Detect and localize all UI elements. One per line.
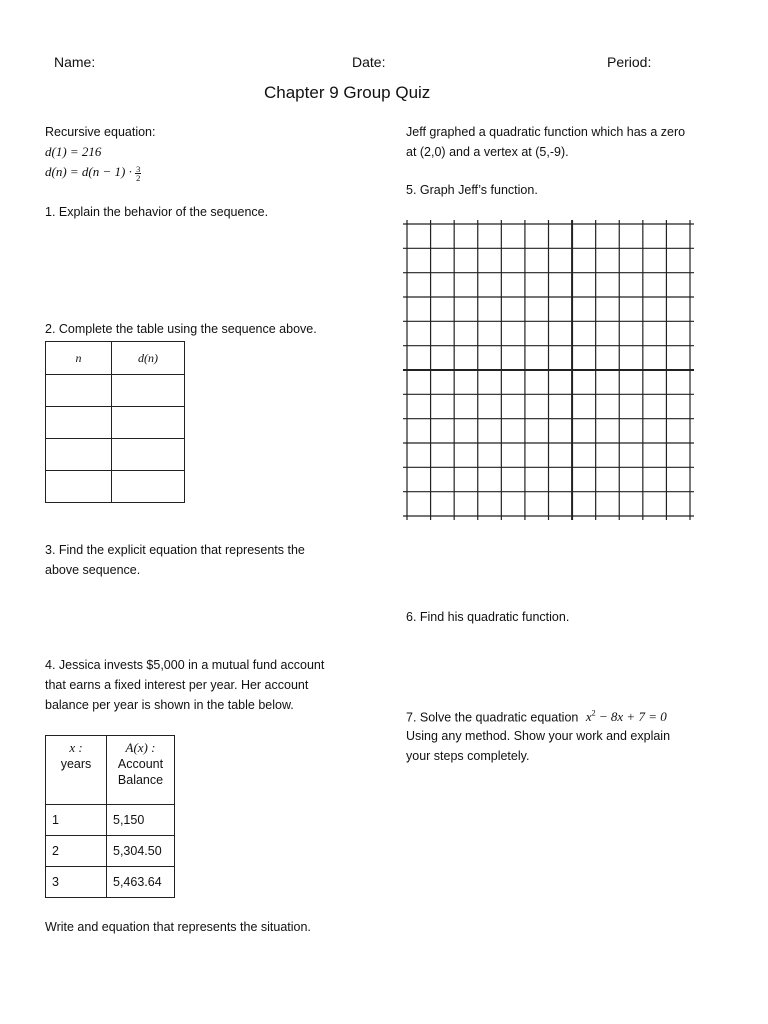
question-7-line1 [406,704,667,727]
table-header-dn: d(n) [112,342,185,375]
question-4-prompt: Write and equation that represents the situation. [45,920,311,934]
cell-balance: 5,304.50 [107,836,175,867]
table-row [46,407,185,439]
question-7-line3: your steps completely. [406,749,530,763]
jeff-line2: at (2,0) and a vertex at (5,-9). [406,145,569,159]
graph-grid[interactable] [400,218,700,524]
cell-n[interactable] [46,439,112,471]
fraction-denominator: 2 [136,172,141,183]
header-x: x : [69,740,83,755]
question-5: 5. Graph Jeff’s function. [406,183,538,197]
header-balance: Balance [117,773,164,787]
header-years: years [60,757,92,771]
cell-balance: 5,463.64 [107,867,175,898]
jeff-line1: Jeff graphed a quadratic function which has a zero [406,125,686,139]
eq-x: x [585,709,592,725]
eq-exponent: 2 [591,709,596,718]
cell-year: 2 [46,836,107,867]
cell-dn[interactable] [112,375,185,407]
account-balance-table [45,735,175,898]
table-header-balance [107,736,175,805]
cell-year: 1 [46,805,107,836]
cell-year: 3 [46,867,107,898]
question-4-line2: that earns a fixed interest per year. Her account [45,678,309,692]
cell-n[interactable] [46,471,112,503]
table-header-years [46,736,107,805]
sequence-table [45,341,185,503]
fraction-numerator: 3 [136,163,141,174]
header-account: Account [117,757,164,771]
name-label: Name: [54,54,96,70]
cell-n[interactable] [46,407,112,439]
recursive-eq1: d(1) = 216 [45,144,102,159]
table-row [46,471,185,503]
question-6: 6. Find his quadratic function. [406,610,570,624]
question-1: 1. Explain the behavior of the sequence. [45,205,269,219]
page-title: Chapter 9 Group Quiz [264,83,431,102]
recursive-label: Recursive equation: [45,125,156,139]
question-7-line2: Using any method. Show your work and explain [406,729,671,743]
cell-balance: 5,150 [107,805,175,836]
question-3-line2: above sequence. [45,563,141,577]
eq-rest: − 8x + 7 = 0 [595,709,667,725]
cell-n[interactable] [46,375,112,407]
cell-dn[interactable] [112,471,185,503]
table-row [46,439,185,471]
recursive-eq2 [45,164,141,182]
question-7-prefix: 7. Solve the quadratic equation [406,710,579,725]
question-4-line1: 4. Jessica invests $5,000 in a mutual fund account [45,658,325,672]
table-row [46,867,175,898]
date-label: Date: [352,54,386,70]
table-header-n: n [46,342,112,375]
table-row [46,836,175,867]
fraction-three-halves [135,165,141,182]
cell-dn[interactable] [112,439,185,471]
question-3-line1: 3. Find the explicit equation that represents the [45,543,305,557]
header-ax: A(x) : [125,740,156,755]
question-4-line3: balance per year is shown in the table below. [45,698,294,712]
table-row [46,805,175,836]
period-label: Period: [607,54,652,70]
recursive-eq2-prefix: d(n) = d(n − 1) · [45,164,132,179]
cell-dn[interactable] [112,407,185,439]
question-2: 2. Complete the table using the sequence above. [45,322,317,336]
question-7-equation [586,709,667,724]
table-row [46,375,185,407]
